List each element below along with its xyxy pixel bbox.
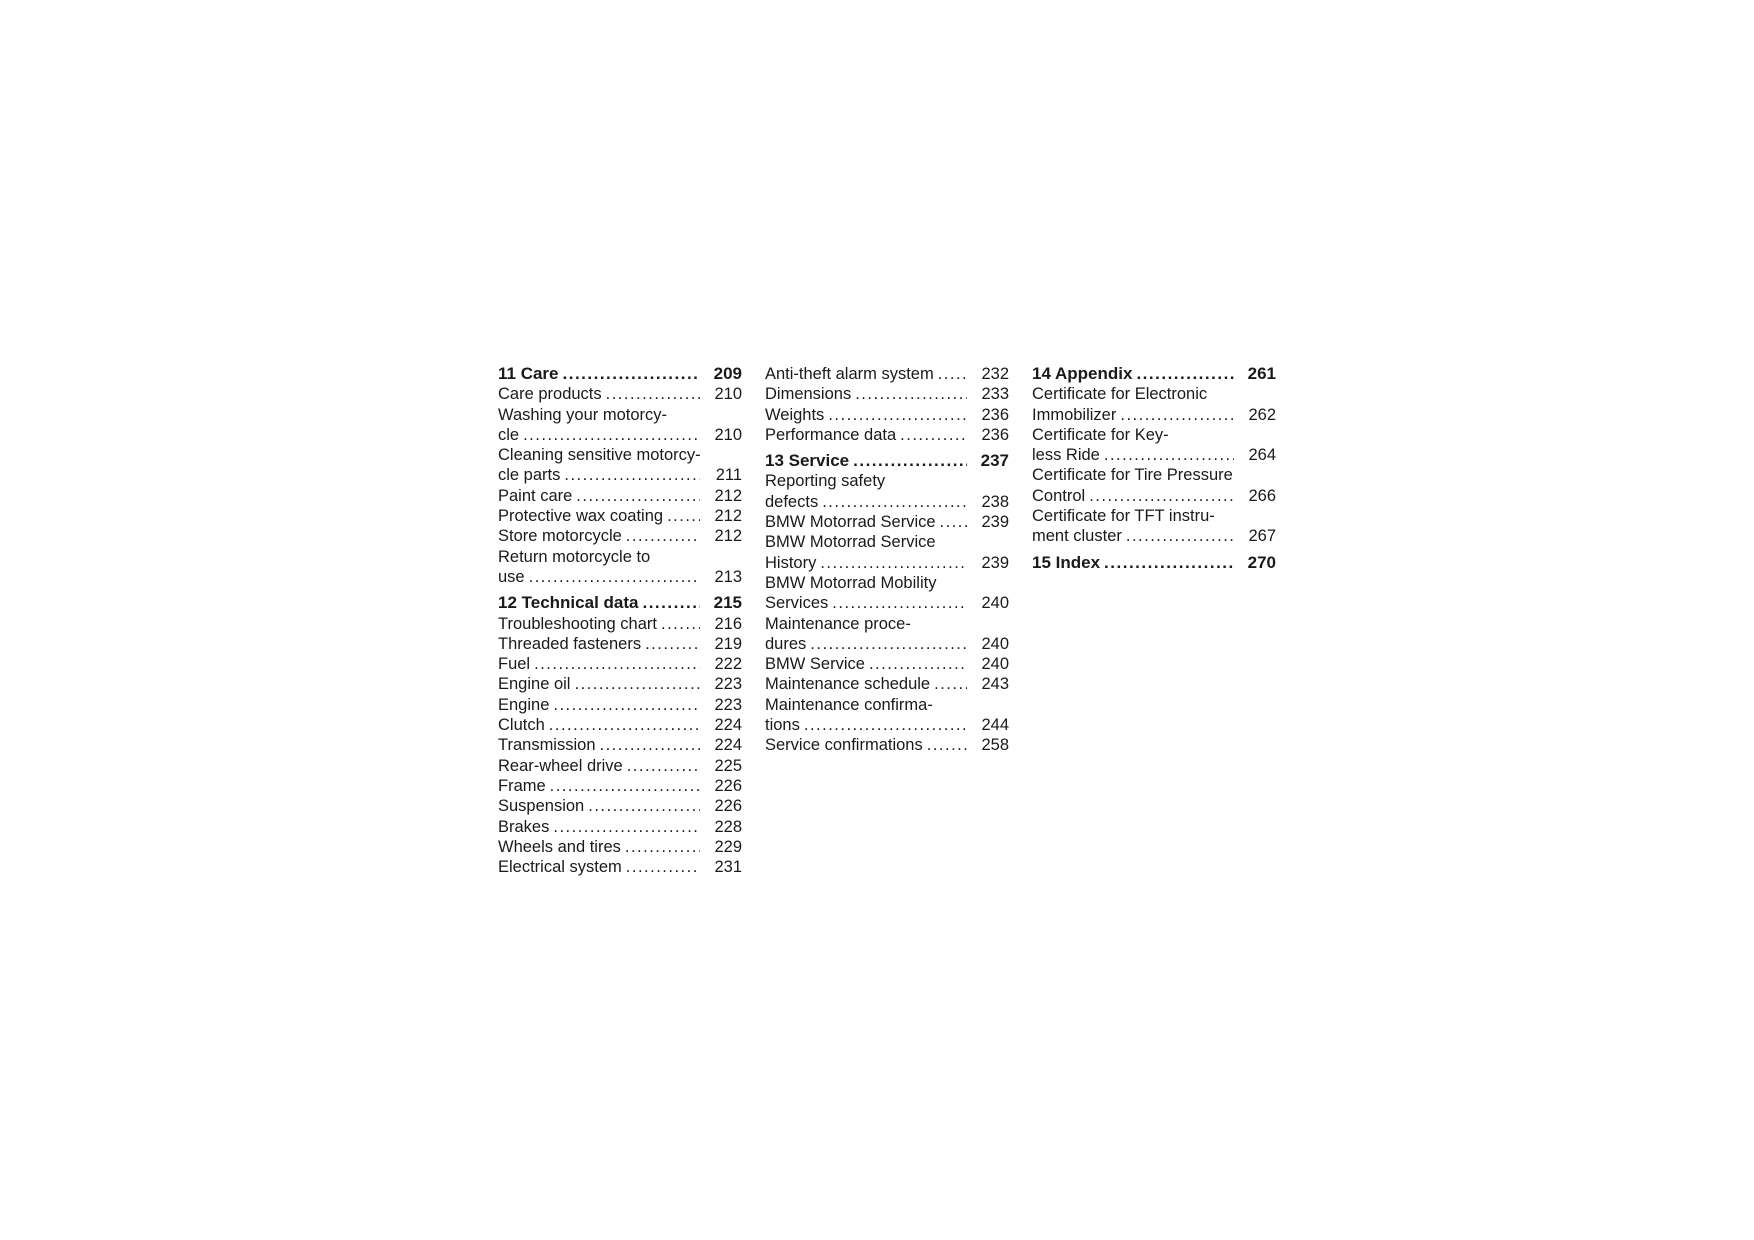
toc-page-number: 222 (714, 655, 742, 674)
toc-entry-title: Anti-theft alarm system (765, 365, 934, 383)
toc-entry-row (498, 634, 742, 654)
toc-entry-title-line: Reporting safety (765, 472, 886, 491)
toc-page-number: 223 (714, 675, 742, 694)
toc-entry-title: Weights (765, 405, 825, 424)
dot-leader (855, 384, 967, 404)
dot-leader (938, 364, 967, 384)
dot-leader (832, 593, 967, 613)
toc-entry-title-line: Maintenance confirma- (765, 695, 933, 714)
toc-entry-title-line: Certificate for TFT instru- (1032, 507, 1215, 526)
toc-page-number: 240 (981, 594, 1009, 613)
toc-entry-row (498, 364, 742, 384)
toc-column-2 (765, 364, 1009, 877)
dot-leader (853, 451, 967, 471)
dot-leader (934, 674, 967, 694)
toc-entry-row (498, 776, 742, 796)
toc-entry-row (765, 735, 1009, 755)
dot-leader (523, 425, 700, 445)
toc-entry-title: Service confirmations (765, 736, 923, 755)
dot-leader (627, 756, 700, 776)
toc-entry-title: Care products (498, 385, 602, 404)
toc-entry[interactable] (765, 532, 1009, 573)
toc-entry-row (765, 654, 1009, 674)
dot-leader (1089, 486, 1234, 506)
toc-entry-row (765, 512, 1009, 532)
toc-entry[interactable] (765, 695, 1009, 736)
toc-page-number: 261 (1247, 364, 1276, 383)
dot-leader (549, 715, 700, 735)
toc-entry-row (765, 674, 1009, 694)
toc-page-number: 236 (981, 405, 1009, 424)
dot-leader (563, 364, 701, 384)
toc-entry-title-line: BMW Motorrad Mobility (765, 573, 937, 592)
toc-entry-row (498, 695, 742, 715)
dot-leader (667, 506, 700, 526)
toc-entry-title-line: Certificate for Tire Pressure (1032, 466, 1233, 485)
toc-chapter[interactable] (765, 451, 1009, 471)
dot-leader (810, 634, 967, 654)
toc-entry[interactable] (498, 547, 742, 588)
toc-column-3 (1032, 364, 1276, 877)
toc-entry-title: Performance data (765, 425, 897, 444)
toc-entry-title-line: Certificate for Electronic (1032, 385, 1208, 404)
toc-entry[interactable] (498, 634, 742, 654)
toc-entry[interactable] (1032, 384, 1276, 425)
toc-page-number: 262 (1248, 405, 1276, 424)
toc-entry-title: Engine (498, 695, 550, 714)
toc-entry[interactable] (498, 817, 742, 837)
dot-leader (553, 695, 700, 715)
toc-page-number: 229 (714, 837, 742, 856)
toc-entry-row (498, 715, 742, 735)
toc-entry-row (498, 796, 742, 816)
toc-entry-row (765, 384, 1009, 404)
toc-entry-title: 15 Index (1032, 552, 1101, 572)
toc-entry-title: cle (498, 425, 520, 444)
toc-entry[interactable] (498, 526, 742, 546)
toc-page-number: 224 (714, 736, 742, 755)
toc-entry-row (1032, 445, 1276, 465)
toc-entry-row (765, 405, 1009, 425)
toc-page-number: 228 (714, 817, 742, 836)
toc-entry-title: Rear-wheel drive (498, 756, 623, 775)
dot-leader (1120, 405, 1234, 425)
toc-page-number: 264 (1248, 446, 1276, 465)
dot-leader (625, 837, 700, 857)
dot-leader (940, 512, 967, 532)
toc-entry[interactable] (498, 674, 742, 694)
toc-page-number: 223 (714, 695, 742, 714)
toc-page-number: 237 (980, 451, 1009, 471)
toc-entry[interactable] (498, 695, 742, 715)
dot-leader (642, 593, 700, 613)
toc-entry-title: Brakes (498, 817, 550, 836)
toc-entry[interactable] (765, 512, 1009, 532)
toc-page-number: 211 (715, 466, 742, 485)
toc-entry-title: 11 Care (498, 364, 559, 383)
toc-page-number: 243 (981, 675, 1009, 694)
toc-entry-row (1032, 486, 1276, 506)
toc-entry-row (498, 593, 742, 613)
toc-entry-title-line: Washing your motorcy- (498, 405, 668, 424)
toc-entry-title: 13 Service (765, 451, 850, 471)
dot-leader (574, 674, 700, 694)
toc-entry-row (498, 614, 742, 634)
toc-entry-row (765, 553, 1009, 573)
toc-entry-row (498, 674, 742, 694)
toc-chapter[interactable] (1032, 553, 1276, 573)
toc-entry[interactable] (765, 384, 1009, 404)
toc-page-number: 210 (714, 425, 742, 444)
toc-page-number: 231 (714, 858, 742, 877)
toc-entry[interactable] (498, 486, 742, 506)
toc-page-number: 244 (981, 716, 1009, 735)
toc-entry[interactable] (498, 715, 742, 735)
toc-entry-title-line: Cleaning sensitive motorcy- (498, 446, 701, 465)
toc-entry[interactable] (765, 735, 1009, 755)
dot-leader (804, 715, 967, 735)
toc-page-number: 219 (714, 634, 742, 653)
toc-entry-row (1032, 364, 1276, 384)
toc-entry-title: BMW Service (765, 655, 865, 674)
toc-entry[interactable] (765, 471, 1009, 512)
toc-entry[interactable] (498, 614, 742, 634)
toc-entry-row (765, 593, 1009, 613)
dot-leader (588, 796, 700, 816)
toc-page-number: 224 (714, 716, 742, 735)
toc-page-number: 270 (1247, 552, 1276, 572)
toc-entry-row (498, 567, 742, 587)
toc-page-number: 210 (714, 385, 742, 404)
toc-entry-title: BMW Motorrad Service (765, 513, 936, 532)
toc-entry[interactable] (1032, 465, 1276, 506)
toc-entry-title: Store motorcycle (498, 527, 622, 546)
toc-entry-title: Engine oil (498, 675, 571, 694)
dot-leader (576, 486, 700, 506)
toc-entry[interactable] (765, 573, 1009, 614)
toc-entry[interactable] (498, 756, 742, 776)
toc-entry-title: Protective wax coating (498, 507, 664, 526)
toc-page-number: 239 (981, 553, 1009, 572)
toc-entry-title: defects (765, 492, 819, 511)
toc-entry-row (765, 364, 1009, 384)
toc-entry[interactable] (498, 776, 742, 796)
toc-entry-title: use (498, 567, 525, 586)
dot-leader (828, 405, 967, 425)
toc-entry-row (498, 526, 742, 546)
toc-entry[interactable] (498, 445, 742, 486)
toc-page-number: 239 (981, 513, 1009, 532)
dot-leader (1136, 364, 1234, 384)
toc-page-number: 236 (981, 425, 1009, 444)
toc-entry-title-line: Certificate for Key- (1032, 425, 1169, 444)
toc-entry[interactable] (1032, 425, 1276, 466)
toc-page-number: 215 (713, 593, 742, 613)
toc-page-number: 226 (714, 776, 742, 795)
toc-entry-row (498, 654, 742, 674)
dot-leader (1126, 526, 1234, 546)
dot-leader (606, 384, 700, 404)
toc-entry-title-line: BMW Motorrad Service (765, 533, 936, 552)
toc-page-number: 209 (713, 364, 742, 383)
toc-entry-row (498, 735, 742, 755)
toc-entry-title: Suspension (498, 797, 585, 816)
toc-page-number: 213 (714, 567, 742, 586)
toc-page-number: 266 (1248, 486, 1276, 505)
dot-leader (645, 634, 700, 654)
dot-leader (900, 425, 967, 445)
toc-entry[interactable] (498, 384, 742, 404)
toc-page-number: 240 (981, 634, 1009, 653)
dot-leader (550, 776, 700, 796)
toc-page-number: 212 (714, 507, 742, 526)
toc-entry[interactable] (1032, 506, 1276, 547)
toc-page-number: 216 (714, 614, 742, 633)
toc-entry-title: 12 Technical data (498, 593, 639, 613)
toc-entry-row (1032, 405, 1276, 425)
toc-entry-row (765, 715, 1009, 735)
dot-leader (553, 817, 700, 837)
toc-entry-title: Maintenance schedule (765, 675, 931, 694)
toc-entry-title: Paint care (498, 486, 573, 505)
toc-entry[interactable] (765, 405, 1009, 425)
toc-entry[interactable] (498, 837, 742, 857)
dot-leader (1104, 553, 1234, 573)
toc-chapter[interactable] (498, 364, 742, 384)
toc-entry-title: Clutch (498, 716, 545, 735)
toc-entry[interactable] (498, 735, 742, 755)
toc-entry-row (498, 506, 742, 526)
dot-leader (661, 614, 700, 634)
dot-leader (564, 465, 700, 485)
toc-entry-row (498, 837, 742, 857)
toc-page-number: 232 (981, 365, 1009, 383)
toc-entry-title: Fuel (498, 655, 531, 674)
toc-entry-row (765, 492, 1009, 512)
toc-entry[interactable] (498, 506, 742, 526)
dot-leader (626, 857, 700, 877)
toc-entry-row (498, 857, 742, 877)
toc-entry-title: Dimensions (765, 385, 852, 404)
toc-entry-title: tions (765, 716, 800, 735)
toc-entry-title: ment cluster (1032, 527, 1122, 546)
toc-page-number: 258 (981, 736, 1009, 755)
toc-entry-title: Frame (498, 776, 546, 795)
toc-entry-title-line: Return motorcycle to (498, 547, 651, 566)
toc-entry[interactable] (765, 364, 1009, 384)
toc-entry-title: cle parts (498, 466, 561, 485)
toc-entry-row (498, 425, 742, 445)
toc-entry-row (498, 465, 742, 485)
toc-page-number: 226 (714, 797, 742, 816)
dot-leader (820, 553, 967, 573)
toc-entry-title: Wheels and tires (498, 837, 621, 856)
toc-page-number: 238 (981, 492, 1009, 511)
toc-column-1 (498, 364, 742, 877)
toc-chapter[interactable] (1032, 364, 1276, 384)
dot-leader (1104, 445, 1234, 465)
toc-entry-row (765, 451, 1009, 471)
toc-page-number: 225 (714, 756, 742, 775)
toc-entry-title: Troubleshooting chart (498, 614, 657, 633)
dot-leader (600, 735, 701, 755)
toc-entry[interactable] (765, 674, 1009, 694)
toc-entry[interactable] (765, 654, 1009, 674)
toc-entry-row (1032, 553, 1276, 573)
toc-entry[interactable] (498, 654, 742, 674)
toc-entry-title: Transmission (498, 736, 596, 755)
toc-entry-title: Immobilizer (1032, 405, 1117, 424)
toc-entry[interactable] (498, 796, 742, 816)
toc-page-number: 267 (1248, 527, 1276, 546)
dot-leader (822, 492, 967, 512)
toc-page-number: 212 (714, 527, 742, 546)
toc-entry-title: Threaded fasteners (498, 634, 642, 653)
toc-entry-title: less Ride (1032, 446, 1100, 465)
toc-entry-title: dures (765, 634, 807, 653)
toc-entry[interactable] (765, 614, 1009, 655)
toc-entry-title: Electrical system (498, 858, 622, 877)
toc-entry-title-line: Maintenance proce- (765, 614, 911, 633)
toc-entry-row (498, 384, 742, 404)
toc-entry-row (765, 425, 1009, 445)
toc-entry-title: 14 Appendix (1032, 364, 1133, 383)
toc-page-number: 212 (714, 486, 742, 505)
toc-entry-row (498, 756, 742, 776)
table-of-contents (498, 364, 1276, 877)
toc-entry-row (1032, 526, 1276, 546)
toc-entry-row (498, 817, 742, 837)
toc-entry-title: History (765, 553, 817, 572)
toc-chapter[interactable] (498, 593, 742, 613)
toc-entry[interactable] (498, 857, 742, 877)
dot-leader (529, 567, 700, 587)
toc-entry-title: Control (1032, 486, 1086, 505)
toc-entry[interactable] (765, 425, 1009, 445)
dot-leader (534, 654, 700, 674)
dot-leader (626, 526, 700, 546)
toc-page-number: 233 (981, 385, 1009, 404)
toc-entry-row (498, 486, 742, 506)
toc-entry[interactable] (498, 405, 742, 446)
dot-leader (869, 654, 967, 674)
toc-entry-row (765, 634, 1009, 654)
toc-page-number: 240 (981, 655, 1009, 674)
dot-leader (927, 735, 967, 755)
toc-entry-title: Services (765, 594, 829, 613)
